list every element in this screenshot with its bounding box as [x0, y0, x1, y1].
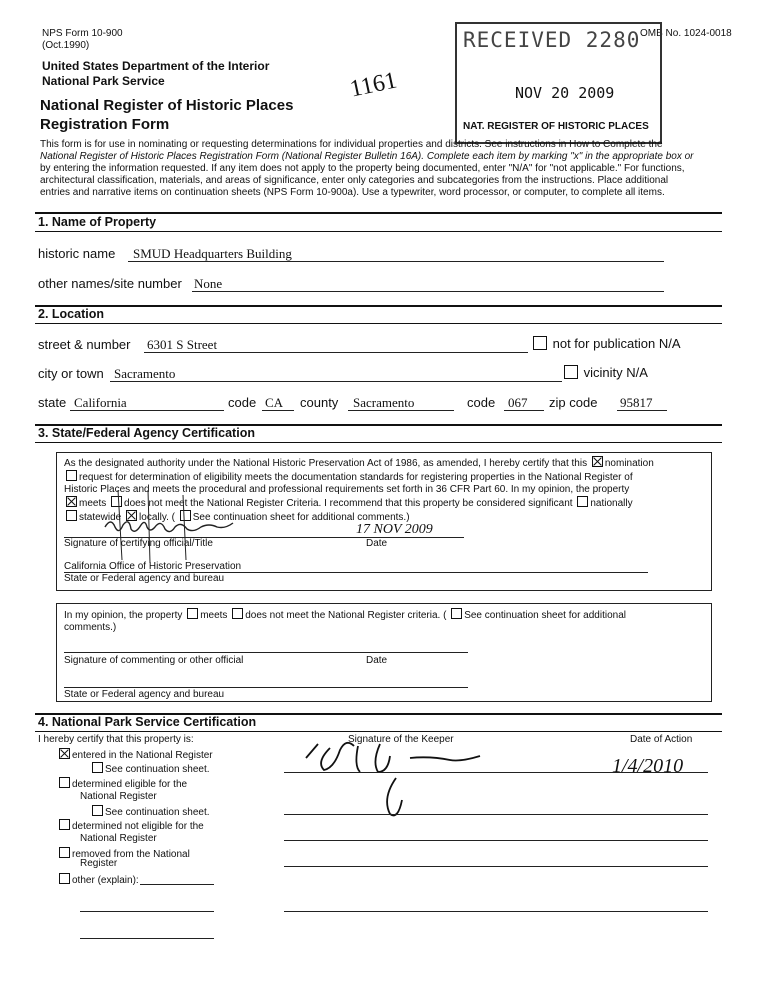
form-number: NPS Form 10-900 [42, 28, 123, 39]
other-names-line [192, 291, 664, 292]
city-line [110, 381, 562, 382]
cert-text: As the designated authority under the National Historic Preservation Act of 1986, as amended, I hereby certify that this [64, 458, 588, 469]
option-entered[interactable] [57, 748, 213, 762]
agency-label: State or Federal agency and bureau [64, 573, 225, 584]
state-line [70, 410, 224, 411]
other-names-value[interactable]: None [194, 276, 223, 291]
continuation-label: See continuation sheet. [105, 764, 210, 775]
county-code-label: code [467, 395, 496, 410]
opinion-label: In my opinion, the property [64, 610, 183, 621]
option-label: other (explain): [72, 875, 139, 886]
keeper-line [284, 772, 708, 773]
agency-value[interactable]: California Office of Historic Preservation [64, 561, 242, 572]
opinion-label: does not meet the National Register criteria. ( [245, 610, 447, 621]
instructions-line: entries and narrative items on continuation sheets (NPS Form 10-900a). Use a typewriter, word processor, or computer, to complete all items. [40, 187, 665, 198]
option-label: National Register [80, 833, 157, 844]
keeper-line [284, 840, 708, 841]
county-value[interactable]: Sacramento [353, 395, 415, 410]
comment-signature-label: Signature of commenting or other official [64, 655, 244, 666]
instructions-line: architectural classification, materials, and areas of significance, enter only categories and subcategories from the instructions. Place additional [40, 175, 669, 186]
opinion-label: comments.) [64, 622, 117, 633]
determined-continuation[interactable] [90, 805, 210, 819]
instructions-line: National Register of Historic Places Registration Form (National Register Bulletin 16A). Complete each item by marking "x" in the appropriate box or [40, 151, 694, 162]
cert-text: Historic Places and meets the procedural and professional requirements set forth in 36 CFR Part 60. In my opinion, the property [64, 484, 630, 495]
historic-name-value[interactable]: SMUD Headquarters Building [133, 246, 292, 261]
entered-continuation[interactable] [90, 762, 210, 776]
section-divider [35, 212, 722, 214]
cert-text: does not meet the National Register Criteria. I recommend that this property be considered significant [124, 498, 573, 509]
state-label: state [38, 395, 67, 410]
county-code-value[interactable]: 067 [508, 395, 528, 410]
section-divider [35, 323, 722, 324]
keeper-line [284, 911, 708, 912]
signature-label: Signature of certifying official/Title [64, 538, 213, 549]
opinion-meets-label: meets [200, 610, 228, 621]
determined-eligible-checkbox[interactable] [59, 777, 70, 788]
not-eligible-checkbox[interactable] [59, 819, 70, 830]
comment-agency-label: State or Federal agency and bureau [64, 689, 225, 700]
county-label: county [300, 395, 339, 410]
zip-label: zip code [549, 395, 598, 410]
cert-locally-label: locally. ( [139, 512, 175, 523]
opinion-does-not-meet-checkbox[interactable] [232, 608, 243, 619]
entered-continuation-checkbox[interactable] [92, 762, 103, 773]
option-determined-eligible[interactable] [57, 777, 187, 791]
request-determination-checkbox[interactable] [66, 470, 77, 481]
vicinity-label: vicinity N/A [583, 365, 648, 380]
service-name: National Park Service [42, 74, 165, 88]
meets-criteria-checkbox[interactable] [66, 496, 77, 507]
option-not-eligible[interactable] [57, 819, 204, 833]
keeper-intro: I hereby certify that this property is: [38, 734, 194, 745]
option-label: determined not eligible for the [72, 821, 204, 832]
other-line [80, 911, 214, 912]
state-code-label: code [228, 395, 257, 410]
section-divider [35, 731, 722, 732]
not-for-publication-value: N/A [658, 336, 681, 351]
handwritten-number: 1161 [347, 67, 400, 103]
vicinity[interactable] [562, 365, 648, 380]
certification-date-value[interactable]: 17 NOV 2009 [356, 522, 433, 537]
other-checkbox[interactable] [59, 873, 70, 884]
section-1-heading: 1. Name of Property [38, 215, 157, 229]
cert-meets-label: meets [79, 498, 107, 509]
not-for-publication-checkbox[interactable] [533, 336, 547, 350]
keeper-line [284, 866, 708, 867]
street-line [144, 352, 528, 353]
determined-continuation-checkbox[interactable] [92, 805, 103, 816]
comment-date-label: Date [366, 655, 388, 666]
zip-value[interactable]: 95817 [620, 395, 653, 410]
vicinity-checkbox[interactable] [564, 365, 578, 379]
street-value[interactable]: 6301 S Street [147, 337, 218, 352]
city-label: city or town [38, 366, 104, 381]
cert-text: request for determination of eligibility meets the documentation standards for registering properties in the National Register of [79, 472, 633, 483]
state-value[interactable]: California [74, 395, 127, 410]
historic-name-line [128, 261, 664, 262]
cert-statewide-label: statewide [79, 512, 122, 523]
historic-name-label: historic name [38, 246, 116, 261]
opinion-text [64, 608, 704, 634]
not-for-publication-label: not for publication [552, 336, 656, 351]
form-title: National Register of Historic Places [40, 97, 294, 114]
annotation-mark [108, 485, 198, 565]
other-line [140, 884, 214, 885]
comment-signature-line [64, 652, 468, 653]
nationally-checkbox[interactable] [577, 496, 588, 507]
section-3-heading: 3. State/Federal Agency Certification [38, 426, 255, 440]
opinion-label: See continuation sheet for additional [464, 610, 626, 621]
other-names-label: other names/site number [38, 276, 182, 291]
option-label: National Register [80, 791, 157, 802]
keeper-signature-label: Signature of the Keeper [348, 734, 454, 745]
option-entered-label: entered in the National Register [72, 750, 213, 761]
section-divider [35, 442, 722, 443]
option-other[interactable] [57, 873, 139, 887]
state-code-line [262, 410, 294, 411]
section-2-heading: 2. Location [38, 307, 104, 321]
not-for-publication[interactable] [531, 336, 681, 351]
form-date: (Oct.1990) [42, 40, 90, 51]
other-line [80, 938, 214, 939]
street-label: street & number [38, 337, 131, 352]
state-code-value[interactable]: CA [265, 395, 284, 410]
county-code-line [504, 410, 544, 411]
instructions-line: This form is for use in nominating or requesting determinations for individual properties and districts. See instructions in How to Complete the [40, 139, 663, 150]
form-subtitle: Registration Form [40, 116, 170, 133]
statewide-checkbox[interactable] [66, 510, 77, 521]
opinion-continuation-checkbox[interactable] [451, 608, 462, 619]
stamp-date: NOV 20 2009 [515, 84, 615, 102]
stamp-footer: NAT. REGISTER OF HISTORIC PLACES [463, 121, 649, 132]
county-line [348, 410, 454, 411]
cert-nomination-label: nomination [604, 458, 654, 469]
city-value[interactable]: Sacramento [114, 366, 176, 381]
opinion-meets-checkbox[interactable] [187, 608, 198, 619]
removed-checkbox[interactable] [59, 847, 70, 858]
omb-number: OMB No. 1024-0018 [640, 28, 732, 39]
section-divider [35, 231, 722, 232]
option-label: determined eligible for the [72, 779, 188, 790]
comment-agency-line [64, 687, 468, 688]
date-label: Date [366, 538, 388, 549]
section-4-heading: 4. National Park Service Certification [38, 715, 257, 729]
date-of-action-label: Date of Action [630, 734, 693, 745]
nomination-checkbox[interactable] [592, 456, 603, 467]
instructions [40, 139, 740, 199]
continuation-label: See continuation sheet. [105, 807, 210, 818]
section-divider [35, 305, 722, 307]
cert-nationally-label: nationally [590, 498, 633, 509]
stamp-received-text: RECEIVED 2280 [463, 28, 641, 52]
option-removed[interactable] [57, 847, 190, 861]
zip-line [617, 410, 667, 411]
option-label: removed from the National [72, 849, 190, 860]
received-stamp [455, 22, 662, 144]
option-label: Register [80, 858, 118, 869]
date-of-action-value[interactable]: 1/4/2010 [612, 755, 684, 777]
department-name: United States Department of the Interior [42, 59, 270, 73]
instructions-line: by entering the information requested. If any item does not apply to the property being documented, enter "N/A" for "not applicable." For functions, [40, 163, 685, 174]
entered-checkbox[interactable] [59, 748, 70, 759]
keeper-line [284, 814, 708, 815]
keeper-signature [300, 738, 500, 823]
cert-text: See continuation sheet for additional comments.) [192, 512, 410, 523]
